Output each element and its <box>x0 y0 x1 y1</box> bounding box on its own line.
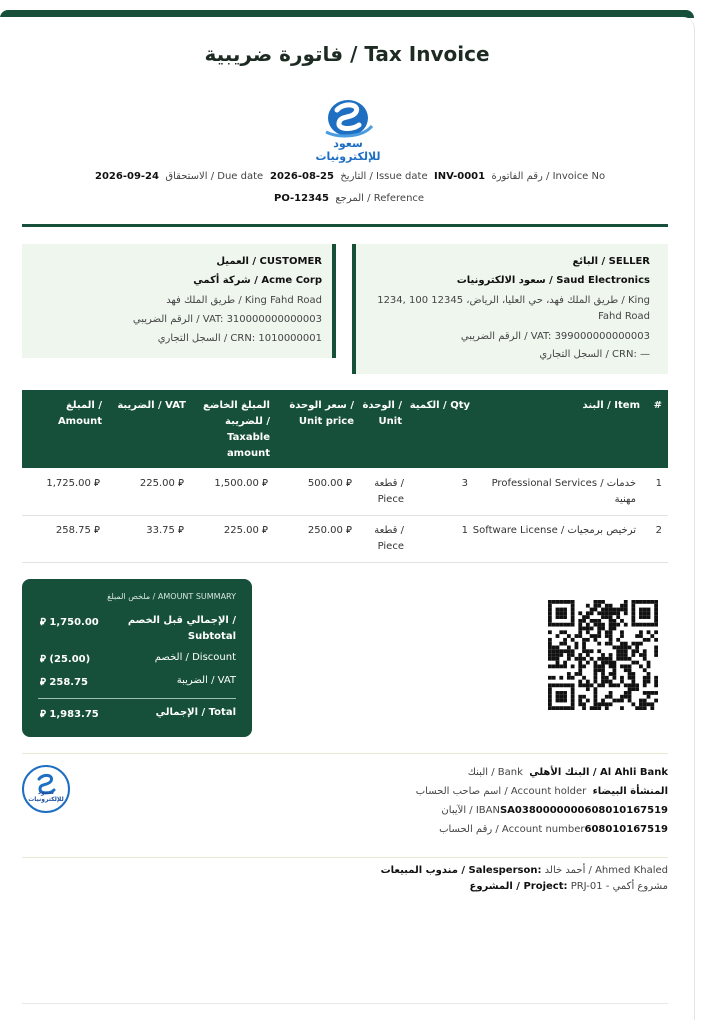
summary-divider <box>38 698 236 699</box>
seller-panel <box>352 244 668 374</box>
customer-vat: الرقم الضريبي / VAT: 310000000000003 <box>132 314 322 325</box>
iban-label: الآيبان / IBAN <box>441 805 500 816</box>
salesperson-label: مندوب المبيعات / Salesperson: <box>380 865 542 876</box>
account-number-row <box>439 824 668 835</box>
row-taxable: 225.00 ⃁ <box>223 525 268 536</box>
th-taxable-l1: المبلغ الخاضع <box>202 400 270 411</box>
reference-value: PO-12345 <box>274 193 329 204</box>
due-date-label: الاستحقاق / Due date <box>165 171 264 182</box>
iban-value: SA0380000000608010167519 <box>499 805 668 816</box>
th-taxable-l2: للضريبة / <box>225 416 270 427</box>
project-row <box>469 881 668 892</box>
subtotal-label <box>128 613 236 645</box>
customer-panel-accent <box>332 244 336 358</box>
issue-date-label: التاريخ / Issue date <box>340 171 428 182</box>
seller-heading: البائع / SELLER <box>572 256 650 267</box>
row-num: 1 <box>655 478 662 489</box>
salesperson-row <box>381 865 668 876</box>
vat-value: ⃁ 258.75 <box>40 677 89 688</box>
row-unit-l1: قطعة / <box>374 525 404 536</box>
row-item <box>473 523 636 539</box>
seller-address-line2: Fahd Road <box>598 311 650 322</box>
row-unit-price: 500.00 ⃁ <box>307 478 352 489</box>
issue-date-value: 2026-08-25 <box>270 171 334 182</box>
holder-label: اسم صاحب الحساب / Account holder <box>415 786 587 797</box>
row-unit-l2: Piece <box>377 494 404 505</box>
row-item <box>492 476 636 508</box>
row-vat: 33.75 ⃁ <box>146 525 184 536</box>
discount-label: الخصم / Discount <box>154 652 236 663</box>
row-unit <box>374 523 404 555</box>
subtotal-label-l1: الإجمالي قبل الخصم / <box>127 615 236 626</box>
vat-label: الضريبة / VAT <box>176 675 236 686</box>
bank-name: البنك الأهلي / Al Ahli Bank <box>529 767 668 778</box>
header-divider <box>22 224 668 227</box>
th-price-l1: سعر الوحدة / <box>289 400 354 411</box>
row-vat: 225.00 ⃁ <box>139 478 184 489</box>
reference <box>274 193 424 204</box>
th-vat: الضريبة / VAT <box>117 400 186 411</box>
total-label: الإجمالي / Total <box>155 707 236 718</box>
page-title: فاتورة ضريبية / Tax Invoice <box>204 42 490 66</box>
row-num: 2 <box>655 525 662 536</box>
stamp-text: سعود للإلكترونيات <box>28 789 64 803</box>
total-value: ⃁ 1,983.75 <box>40 709 99 720</box>
th-num: # <box>653 400 662 411</box>
customer-crn: السجل التجاري / CRN: 1010000001 <box>157 333 322 344</box>
customer-panel <box>22 244 336 358</box>
row-item-l1: Software License / ترخيص برمجيات <box>472 525 636 536</box>
page-bottom-rule <box>22 1003 668 1004</box>
invoice-no <box>434 171 605 182</box>
iban-row <box>441 805 668 816</box>
th-taxable-l3: Taxable <box>227 432 270 443</box>
account-holder: المنشأة البيضاء <box>592 786 668 797</box>
th-unit-l2: Unit <box>378 416 402 427</box>
due-date-value: 2026-09-24 <box>95 171 159 182</box>
qr-code <box>548 600 658 710</box>
bank-name-row <box>468 767 668 778</box>
th-qty: الكمية / Qty <box>409 400 470 411</box>
th-taxable <box>203 398 270 462</box>
row-divider <box>22 562 668 563</box>
seller-crn: السجل التجاري / CRN: — <box>539 349 650 360</box>
issue-date <box>270 171 428 182</box>
th-amount-l1: المبلغ / <box>65 400 102 411</box>
row-qty: 1 <box>461 525 468 536</box>
row-unit-l2: Piece <box>377 541 404 552</box>
row-divider <box>22 515 668 516</box>
seller-address-line1: 1234, 100 طريق الملك فهد، حي العليا، الرياض، 12345 / King <box>377 295 650 306</box>
summary-heading: ملخص المبلغ / AMOUNT SUMMARY <box>107 592 236 601</box>
section-divider <box>22 753 668 754</box>
account-holder-row <box>416 786 668 797</box>
th-item: البند / Item <box>582 400 640 411</box>
row-unit-price: 250.00 ⃁ <box>307 525 352 536</box>
seller-panel-accent <box>352 244 356 374</box>
subtotal-value: ⃁ 1,750.00 <box>40 617 99 628</box>
invoice-no-label: رقم الفاتورة / Invoice No <box>491 171 606 182</box>
th-unit <box>363 398 402 430</box>
subtotal-label-l2: Subtotal <box>187 631 236 642</box>
amount-summary-card <box>22 579 252 737</box>
th-taxable-l4: amount <box>226 448 270 459</box>
th-amount-l2: Amount <box>57 416 102 427</box>
row-item-l2: مهنية <box>614 494 636 505</box>
account-label: رقم الحساب / Account number <box>439 824 585 835</box>
project-label: المشروع / Project: <box>469 881 568 892</box>
row-unit <box>374 476 404 508</box>
row-unit-l1: قطعة / <box>374 478 404 489</box>
th-unit-l1: الوحدة / <box>362 400 402 411</box>
invoice-no-value: INV-0001 <box>434 171 486 182</box>
row-qty: 3 <box>461 478 468 489</box>
customer-heading: العميل / CUSTOMER <box>216 256 322 267</box>
bank-label: البنك / Bank <box>467 767 523 778</box>
account-number: 608010167519 <box>584 824 668 835</box>
project-value: PRJ-01 - مشروع أكمي <box>570 881 668 892</box>
due-date <box>95 171 263 182</box>
customer-address: طريق الملك فهد / King Fahd Road <box>166 295 322 306</box>
th-price-l2: Unit price <box>298 416 354 427</box>
salesperson-value: أحمد خالد / Ahmed Khaled <box>544 865 668 876</box>
row-amount: 258.75 ⃁ <box>55 525 100 536</box>
seller-name: سعود الالكترونيات / Saud Electronics <box>456 275 650 286</box>
row-item-l1: Professional Services / خدمات <box>491 478 636 489</box>
logo-text: سعود للإلكترونيات <box>315 137 381 163</box>
customer-name: شركة أكمي / Acme Corp <box>193 275 322 286</box>
items-table-header <box>22 390 668 468</box>
discount-value: ⃁ (25.00) <box>40 654 91 665</box>
row-amount: 1,725.00 ⃁ <box>46 478 100 489</box>
reference-label: المرجع / Reference <box>335 193 425 204</box>
seller-vat: الرقم الضريبي / VAT: 399000000000003 <box>460 331 650 342</box>
th-amount <box>58 398 102 430</box>
th-unit-price <box>289 398 354 430</box>
row-taxable: 1,500.00 ⃁ <box>214 478 268 489</box>
section-divider <box>22 857 668 858</box>
